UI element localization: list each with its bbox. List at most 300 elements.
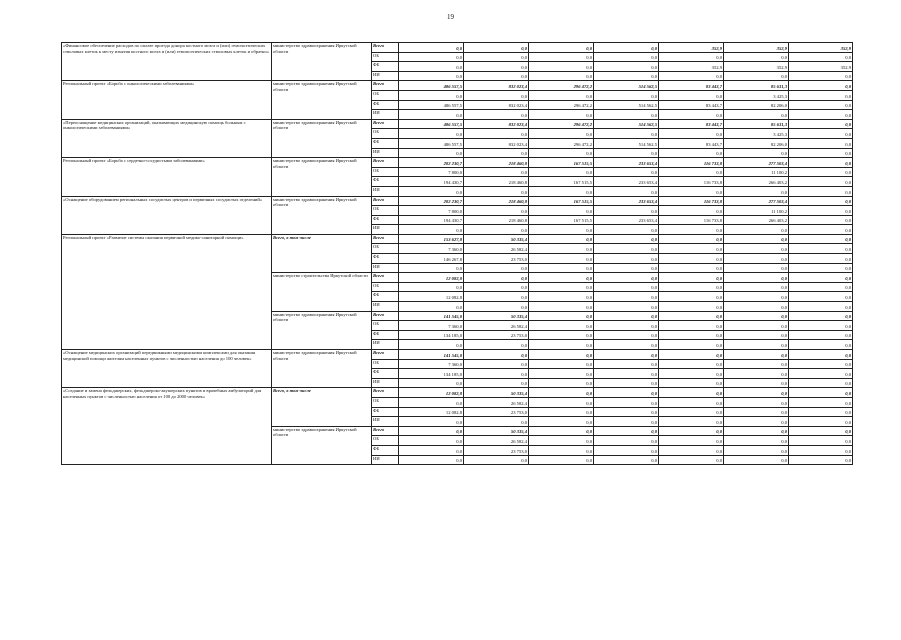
value-cell: 0,0 bbox=[659, 340, 724, 350]
value-cell: 12 082,8 bbox=[399, 292, 464, 302]
value-cell: 0,0 bbox=[724, 244, 789, 254]
executor-cell: министерство здравоохранения Иркутской области bbox=[272, 43, 372, 81]
value-cell: 514 562,5 bbox=[594, 100, 659, 110]
value-cell: 0,0 bbox=[529, 71, 594, 81]
value-cell: 0,0 bbox=[724, 71, 789, 81]
value-cell: 26 582,4 bbox=[464, 436, 529, 446]
value-cell: 0,0 bbox=[789, 292, 853, 302]
value-cell: 0,0 bbox=[724, 369, 789, 379]
value-cell: 832 023,4 bbox=[464, 100, 529, 110]
value-cell: 0,0 bbox=[529, 292, 594, 302]
value-cell: 0,0 bbox=[659, 436, 724, 446]
funding-type-cell: Всего bbox=[372, 81, 399, 91]
value-cell: 0,0 bbox=[789, 138, 853, 148]
value-cell: 266 403,2 bbox=[724, 177, 789, 187]
executor-cell: министерство здравоохранения Иркутской области bbox=[272, 350, 372, 388]
value-cell: 0,0 bbox=[529, 62, 594, 72]
value-cell: 277 503,4 bbox=[724, 158, 789, 168]
funding-type-cell: ОБ bbox=[372, 206, 399, 216]
executor-cell: министерство здравоохранения Иркутской области bbox=[272, 426, 372, 464]
value-cell: 0,0 bbox=[594, 321, 659, 331]
value-cell: 0,0 bbox=[789, 225, 853, 235]
value-cell: 0,0 bbox=[399, 110, 464, 120]
value-cell: 82 206,0 bbox=[724, 138, 789, 148]
section-name: Региональный проект «Борьба с онкологическими заболеваниями» bbox=[62, 81, 272, 119]
funding-type-cell: ФБ bbox=[372, 369, 399, 379]
value-cell: 0,0 bbox=[594, 43, 659, 53]
value-cell: 0,0 bbox=[594, 71, 659, 81]
value-cell: 486 557,5 bbox=[399, 119, 464, 129]
value-cell: 0,0 bbox=[724, 350, 789, 360]
value-cell: 0,0 bbox=[399, 52, 464, 62]
value-cell: 277 503,4 bbox=[724, 196, 789, 206]
value-cell: 0,0 bbox=[594, 426, 659, 436]
value-cell: 0,0 bbox=[464, 90, 529, 100]
value-cell: 0,0 bbox=[724, 234, 789, 244]
value-cell: 0,0 bbox=[659, 350, 724, 360]
value-cell: 0,0 bbox=[464, 167, 529, 177]
value-cell: 0,0 bbox=[724, 378, 789, 388]
value-cell: 0,0 bbox=[659, 167, 724, 177]
value-cell: 0,0 bbox=[659, 129, 724, 139]
value-cell: 0,0 bbox=[594, 90, 659, 100]
value-cell: 7 360,0 bbox=[399, 244, 464, 254]
value-cell: 0,0 bbox=[399, 129, 464, 139]
budget-table bbox=[61, 42, 853, 465]
value-cell: 0,0 bbox=[724, 436, 789, 446]
value-cell: 26 582,4 bbox=[464, 397, 529, 407]
value-cell: 0,0 bbox=[659, 263, 724, 273]
value-cell: 0,0 bbox=[594, 455, 659, 465]
value-cell: 0,0 bbox=[399, 90, 464, 100]
value-cell: 0,0 bbox=[724, 455, 789, 465]
value-cell: 116 733,8 bbox=[659, 158, 724, 168]
value-cell: 0,0 bbox=[724, 426, 789, 436]
funding-type-cell: ИИ bbox=[372, 340, 399, 350]
value-cell: 0,0 bbox=[529, 388, 594, 398]
value-cell: 0,0 bbox=[529, 110, 594, 120]
table-row bbox=[62, 43, 853, 53]
value-cell: 0,0 bbox=[789, 71, 853, 81]
value-cell: 0,0 bbox=[464, 206, 529, 216]
funding-type-cell: ИИ bbox=[372, 110, 399, 120]
value-cell: 167 515,5 bbox=[529, 158, 594, 168]
value-cell: 218 460,8 bbox=[464, 215, 529, 225]
value-cell: 0,0 bbox=[789, 148, 853, 158]
funding-type-cell: Всего bbox=[372, 234, 399, 244]
table-row bbox=[62, 158, 853, 168]
value-cell: 0,0 bbox=[399, 186, 464, 196]
value-cell: 0,0 bbox=[464, 378, 529, 388]
value-cell: 0,0 bbox=[789, 321, 853, 331]
value-cell: 0,0 bbox=[399, 71, 464, 81]
value-cell: 0,0 bbox=[399, 436, 464, 446]
value-cell: 0,0 bbox=[659, 292, 724, 302]
value-cell: 0,0 bbox=[659, 244, 724, 254]
funding-type-cell: ФБ bbox=[372, 215, 399, 225]
value-cell: 50 335,4 bbox=[464, 311, 529, 321]
value-cell: 83 443,7 bbox=[659, 138, 724, 148]
table-row bbox=[62, 350, 853, 360]
value-cell: 0,0 bbox=[789, 369, 853, 379]
value-cell: 0,0 bbox=[789, 273, 853, 283]
value-cell: 233 653,4 bbox=[594, 158, 659, 168]
value-cell: 0,0 bbox=[529, 378, 594, 388]
value-cell: 0,0 bbox=[464, 455, 529, 465]
funding-type-cell: ИИ bbox=[372, 417, 399, 427]
value-cell: 0,0 bbox=[789, 330, 853, 340]
value-cell: 0,0 bbox=[464, 71, 529, 81]
value-cell: 0,0 bbox=[789, 158, 853, 168]
value-cell: 83 443,7 bbox=[659, 119, 724, 129]
value-cell: 0,0 bbox=[399, 340, 464, 350]
value-cell: 146 267,8 bbox=[399, 254, 464, 264]
value-cell: 0,0 bbox=[464, 225, 529, 235]
value-cell: 0,0 bbox=[594, 436, 659, 446]
value-cell: 0,0 bbox=[529, 321, 594, 331]
value-cell: 0,0 bbox=[724, 340, 789, 350]
value-cell: 116 733,8 bbox=[659, 196, 724, 206]
section-name: «Создание и замена фельдшерских, фельдшерско-акушерских пунктов и врачебных амбулаторий для населенных пунктов с численностью населения от 100 до 2000 человек» bbox=[62, 388, 272, 465]
value-cell: 0,0 bbox=[594, 263, 659, 273]
value-cell: 233 653,4 bbox=[594, 177, 659, 187]
executor-cell: министерство здравоохранения Иркутской области bbox=[272, 158, 372, 196]
value-cell: 0,0 bbox=[529, 225, 594, 235]
value-cell: 0,0 bbox=[529, 397, 594, 407]
value-cell: 0,0 bbox=[399, 378, 464, 388]
value-cell: 0,0 bbox=[529, 407, 594, 417]
funding-type-cell: Всего bbox=[372, 43, 399, 53]
value-cell: 0,0 bbox=[594, 407, 659, 417]
value-cell: 296 472,2 bbox=[529, 100, 594, 110]
value-cell: 0,0 bbox=[659, 90, 724, 100]
value-cell: 0,0 bbox=[659, 445, 724, 455]
funding-type-cell: Всего bbox=[372, 273, 399, 283]
value-cell: 0,0 bbox=[594, 445, 659, 455]
value-cell: 0,0 bbox=[594, 62, 659, 72]
value-cell: 7 800,0 bbox=[399, 167, 464, 177]
value-cell: 0,0 bbox=[789, 350, 853, 360]
value-cell: 0,0 bbox=[724, 321, 789, 331]
value-cell: 0,0 bbox=[594, 378, 659, 388]
value-cell: 0,0 bbox=[399, 445, 464, 455]
value-cell: 0,0 bbox=[789, 206, 853, 216]
value-cell: 0,0 bbox=[594, 273, 659, 283]
funding-type-cell: ОБ bbox=[372, 359, 399, 369]
value-cell: 202 230,7 bbox=[399, 196, 464, 206]
value-cell: 0,0 bbox=[594, 186, 659, 196]
value-cell: 0,0 bbox=[659, 417, 724, 427]
value-cell: 0,0 bbox=[789, 215, 853, 225]
value-cell: 116 733,8 bbox=[659, 177, 724, 187]
value-cell: 0,0 bbox=[659, 148, 724, 158]
value-cell: 486 557,5 bbox=[399, 100, 464, 110]
value-cell: 0,0 bbox=[659, 426, 724, 436]
value-cell: 0,0 bbox=[659, 186, 724, 196]
value-cell: 0,0 bbox=[724, 282, 789, 292]
value-cell: 0,0 bbox=[659, 52, 724, 62]
value-cell: 352,9 bbox=[659, 62, 724, 72]
value-cell: 0,0 bbox=[789, 254, 853, 264]
value-cell: 0,0 bbox=[399, 225, 464, 235]
value-cell: 0,0 bbox=[594, 330, 659, 340]
value-cell: 0,0 bbox=[464, 110, 529, 120]
value-cell: 0,0 bbox=[594, 350, 659, 360]
value-cell: 0,0 bbox=[724, 407, 789, 417]
value-cell: 0,0 bbox=[464, 62, 529, 72]
value-cell: 0,0 bbox=[594, 206, 659, 216]
value-cell: 0,0 bbox=[789, 167, 853, 177]
section-name: Региональный проект «Развитие системы оказания первичной медико-санитарной помощи» bbox=[62, 234, 272, 349]
value-cell: 23 753,0 bbox=[464, 254, 529, 264]
value-cell: 85 631,3 bbox=[724, 81, 789, 91]
value-cell: 0,0 bbox=[464, 340, 529, 350]
value-cell: 0,0 bbox=[724, 225, 789, 235]
value-cell: 832 023,4 bbox=[464, 119, 529, 129]
value-cell: 0,0 bbox=[464, 417, 529, 427]
value-cell: 0,0 bbox=[529, 167, 594, 177]
funding-type-cell: Всего bbox=[372, 311, 399, 321]
value-cell: 0,0 bbox=[529, 417, 594, 427]
value-cell: 0,0 bbox=[789, 90, 853, 100]
value-cell: 0,0 bbox=[724, 359, 789, 369]
value-cell: 0,0 bbox=[789, 407, 853, 417]
value-cell: 0,0 bbox=[594, 369, 659, 379]
funding-type-cell: ОБ bbox=[372, 244, 399, 254]
value-cell: 0,0 bbox=[789, 196, 853, 206]
value-cell: 0,0 bbox=[594, 234, 659, 244]
value-cell: 0,0 bbox=[529, 273, 594, 283]
value-cell: 0,0 bbox=[659, 110, 724, 120]
value-cell: 134 185,0 bbox=[399, 369, 464, 379]
funding-type-cell: Всего bbox=[372, 119, 399, 129]
value-cell: 0,0 bbox=[594, 359, 659, 369]
value-cell: 50 335,4 bbox=[464, 234, 529, 244]
value-cell: 0,0 bbox=[529, 52, 594, 62]
value-cell: 218 460,8 bbox=[464, 158, 529, 168]
value-cell: 0,0 bbox=[789, 129, 853, 139]
value-cell: 0,0 bbox=[659, 302, 724, 312]
value-cell: 0,0 bbox=[724, 292, 789, 302]
value-cell: 0,0 bbox=[464, 359, 529, 369]
value-cell: 0,0 bbox=[724, 388, 789, 398]
value-cell: 0,0 bbox=[399, 148, 464, 158]
value-cell: 0,0 bbox=[399, 455, 464, 465]
value-cell: 23 753,0 bbox=[464, 330, 529, 340]
value-cell: 233 653,4 bbox=[594, 215, 659, 225]
value-cell: 0,0 bbox=[789, 378, 853, 388]
funding-type-cell: ФБ bbox=[372, 254, 399, 264]
value-cell: 0,0 bbox=[529, 254, 594, 264]
value-cell: 0,0 bbox=[529, 302, 594, 312]
value-cell: 0,0 bbox=[724, 273, 789, 283]
section-name: «Финансовое обеспечение расходов по оплате проезда донора костного мозга и (или) гемопоэтических стволовых клеток к месту изъятия костного мозга и (или) гемопоэтических стволовых клеток и обратно» bbox=[62, 43, 272, 81]
table-row bbox=[62, 234, 853, 244]
value-cell: 3 425,3 bbox=[724, 129, 789, 139]
section-name: «Оснащение оборудованием региональных сосудистых центров и первичных сосудистых отделений» bbox=[62, 196, 272, 234]
value-cell: 0,0 bbox=[789, 263, 853, 273]
value-cell: 0,0 bbox=[789, 445, 853, 455]
value-cell: 85 631,3 bbox=[724, 119, 789, 129]
page-number: 19 bbox=[447, 13, 454, 21]
funding-type-cell: Всего bbox=[372, 158, 399, 168]
value-cell: 0,0 bbox=[529, 445, 594, 455]
value-cell: 0,0 bbox=[789, 397, 853, 407]
value-cell: 0,0 bbox=[529, 148, 594, 158]
value-cell: 218 460,8 bbox=[464, 177, 529, 187]
section-name: «Переоснащение медицинских организаций, оказывающих медицинскую помощь больным с онкологическими заболеваниями» bbox=[62, 119, 272, 157]
value-cell: 0,0 bbox=[529, 311, 594, 321]
value-cell: 514 562,5 bbox=[594, 81, 659, 91]
value-cell: 0,0 bbox=[789, 234, 853, 244]
funding-type-cell: ФБ bbox=[372, 177, 399, 187]
funding-type-cell: Всего bbox=[372, 350, 399, 360]
value-cell: 83 443,7 bbox=[659, 81, 724, 91]
value-cell: 0,0 bbox=[789, 426, 853, 436]
value-cell: 0,0 bbox=[724, 263, 789, 273]
value-cell: 0,0 bbox=[529, 244, 594, 254]
value-cell: 486 557,5 bbox=[399, 81, 464, 91]
value-cell: 50 335,4 bbox=[464, 388, 529, 398]
value-cell: 0,0 bbox=[464, 186, 529, 196]
value-cell: 0,0 bbox=[594, 167, 659, 177]
funding-type-cell: ФБ bbox=[372, 330, 399, 340]
value-cell: 0,0 bbox=[594, 110, 659, 120]
value-cell: 0,0 bbox=[529, 350, 594, 360]
funding-type-cell: ИИ bbox=[372, 225, 399, 235]
value-cell: 0,0 bbox=[399, 397, 464, 407]
value-cell: 352,9 bbox=[659, 43, 724, 53]
value-cell: 0,0 bbox=[399, 43, 464, 53]
funding-type-cell: Всего bbox=[372, 426, 399, 436]
value-cell: 352,9 bbox=[789, 62, 853, 72]
value-cell: 23 753,0 bbox=[464, 445, 529, 455]
value-cell: 0,0 bbox=[724, 148, 789, 158]
funding-type-cell: ИИ bbox=[372, 455, 399, 465]
value-cell: 0,0 bbox=[594, 148, 659, 158]
value-cell: 352,9 bbox=[789, 43, 853, 53]
value-cell: 0,0 bbox=[529, 359, 594, 369]
table-row bbox=[62, 81, 853, 91]
funding-type-cell: ИИ bbox=[372, 71, 399, 81]
value-cell: 141 545,0 bbox=[399, 350, 464, 360]
value-cell: 296 472,2 bbox=[529, 138, 594, 148]
value-cell: 0,0 bbox=[399, 282, 464, 292]
value-cell: 0,0 bbox=[464, 129, 529, 139]
value-cell: 167 515,5 bbox=[529, 177, 594, 187]
value-cell: 50 335,4 bbox=[464, 426, 529, 436]
value-cell: 134 185,0 bbox=[399, 330, 464, 340]
value-cell: 296 472,2 bbox=[529, 119, 594, 129]
value-cell: 514 562,5 bbox=[594, 119, 659, 129]
section-name: Региональный проект «Борьба с сердечно-сосудистыми заболеваниями» bbox=[62, 158, 272, 196]
value-cell: 0,0 bbox=[724, 110, 789, 120]
value-cell: 0,0 bbox=[659, 282, 724, 292]
value-cell: 352,9 bbox=[724, 43, 789, 53]
executor-cell: министерство строительства Иркутской области bbox=[272, 273, 372, 311]
value-cell: 0,0 bbox=[789, 359, 853, 369]
value-cell: 0,0 bbox=[529, 206, 594, 216]
value-cell: 0,0 bbox=[464, 263, 529, 273]
value-cell: 0,0 bbox=[529, 436, 594, 446]
value-cell: 153 627,8 bbox=[399, 234, 464, 244]
value-cell: 352,9 bbox=[724, 62, 789, 72]
value-cell: 0,0 bbox=[789, 302, 853, 312]
executor-cell: министерство здравоохранения Иркутской области bbox=[272, 81, 372, 119]
value-cell: 0,0 bbox=[529, 129, 594, 139]
value-cell: 0,0 bbox=[724, 302, 789, 312]
value-cell: 12 082,8 bbox=[399, 407, 464, 417]
executor-cell: министерство здравоохранения Иркутской области bbox=[272, 196, 372, 234]
value-cell: 83 443,7 bbox=[659, 100, 724, 110]
value-cell: 12 082,8 bbox=[399, 273, 464, 283]
funding-type-cell: ИИ bbox=[372, 302, 399, 312]
value-cell: 0,0 bbox=[464, 302, 529, 312]
value-cell: 11 100,2 bbox=[724, 167, 789, 177]
value-cell: 0,0 bbox=[789, 100, 853, 110]
table-row bbox=[62, 196, 853, 206]
value-cell: 0,0 bbox=[659, 369, 724, 379]
funding-type-cell: ФБ bbox=[372, 62, 399, 72]
value-cell: 11 100,2 bbox=[724, 206, 789, 216]
value-cell: 0,0 bbox=[789, 244, 853, 254]
value-cell: 0,0 bbox=[399, 62, 464, 72]
value-cell: 26 582,4 bbox=[464, 321, 529, 331]
value-cell: 12 082,8 bbox=[399, 388, 464, 398]
value-cell: 0,0 bbox=[789, 436, 853, 446]
funding-type-cell: ИИ bbox=[372, 148, 399, 158]
value-cell: 0,0 bbox=[594, 254, 659, 264]
value-cell: 0,0 bbox=[464, 292, 529, 302]
value-cell: 23 753,0 bbox=[464, 407, 529, 417]
value-cell: 0,0 bbox=[659, 407, 724, 417]
value-cell: 0,0 bbox=[464, 52, 529, 62]
value-cell: 194 430,7 bbox=[399, 215, 464, 225]
funding-type-cell: ОБ bbox=[372, 321, 399, 331]
value-cell: 0,0 bbox=[594, 311, 659, 321]
value-cell: 0,0 bbox=[659, 330, 724, 340]
value-cell: 0,0 bbox=[659, 273, 724, 283]
value-cell: 26 582,4 bbox=[464, 244, 529, 254]
value-cell: 0,0 bbox=[659, 397, 724, 407]
table-row bbox=[62, 119, 853, 129]
executor-cell: Всего, в том числе bbox=[272, 234, 372, 272]
value-cell: 266 403,2 bbox=[724, 215, 789, 225]
value-cell: 0,0 bbox=[529, 455, 594, 465]
value-cell: 0,0 bbox=[724, 52, 789, 62]
value-cell: 0,0 bbox=[529, 330, 594, 340]
value-cell: 0,0 bbox=[659, 225, 724, 235]
value-cell: 0,0 bbox=[464, 369, 529, 379]
funding-type-cell: ИИ bbox=[372, 263, 399, 273]
funding-type-cell: ОБ bbox=[372, 129, 399, 139]
funding-type-cell: Всего bbox=[372, 388, 399, 398]
value-cell: 0,0 bbox=[529, 43, 594, 53]
value-cell: 0,0 bbox=[529, 369, 594, 379]
value-cell: 0,0 bbox=[529, 282, 594, 292]
funding-type-cell: ОБ bbox=[372, 52, 399, 62]
value-cell: 82 206,0 bbox=[724, 100, 789, 110]
value-cell: 0,0 bbox=[724, 311, 789, 321]
value-cell: 0,0 bbox=[659, 71, 724, 81]
executor-cell: Всего, в том числе bbox=[272, 388, 372, 426]
funding-type-cell: ФБ bbox=[372, 292, 399, 302]
executor-cell: министерство здравоохранения Иркутской области bbox=[272, 119, 372, 157]
value-cell: 0,0 bbox=[594, 225, 659, 235]
value-cell: 0,0 bbox=[594, 282, 659, 292]
value-cell: 0,0 bbox=[594, 340, 659, 350]
value-cell: 0,0 bbox=[724, 186, 789, 196]
